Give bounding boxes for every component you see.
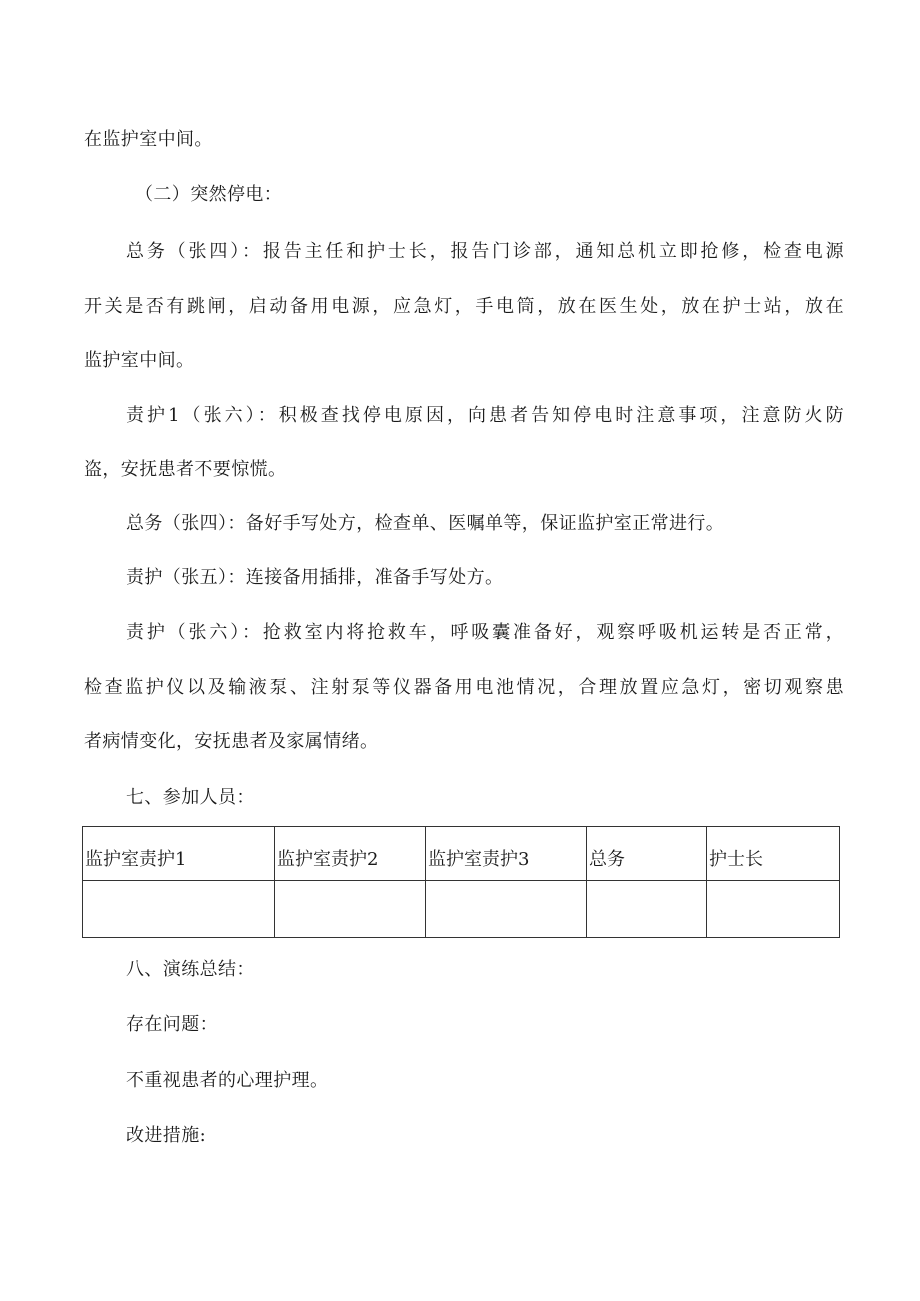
paragraph-nurse-zhangliu-line2: 检查监护仪以及输液泵、注射泵等仪器备用电池情况，合理放置应急灯，密切观察患 bbox=[84, 677, 844, 698]
paragraph-nurse1-line2: 盗，安抚患者不要惊慌。 bbox=[84, 459, 287, 480]
paragraph-general-affairs-line3: 监护室中间。 bbox=[84, 350, 195, 371]
table-row bbox=[83, 881, 840, 938]
section-heading-power-outage: （二）突然停电： bbox=[135, 184, 283, 205]
paragraph-nurse1-line1: 责护1（张六）：积极查找停电原因，向患者告知停电时注意事项，注意防火防 bbox=[126, 405, 844, 426]
table-header-cell: 护士长 bbox=[707, 827, 840, 881]
paragraph-continuation: 在监护室中间。 bbox=[84, 129, 213, 150]
subheading-problems: 存在问题： bbox=[126, 1014, 218, 1035]
section-heading-participants: 七、参加人员： bbox=[126, 787, 255, 808]
table-header-cell: 总务 bbox=[587, 827, 707, 881]
paragraph-nurse-zhangliu-line1: 责护（张六）：抢救室内将抢救车，呼吸囊准备好，观察呼吸机运转是否正常， bbox=[126, 622, 844, 643]
paragraph-nurse-zhangwu: 责护（张五）：连接备用插排，准备手写处方。 bbox=[126, 567, 504, 588]
paragraph-general-affairs-line1: 总务（张四）：报告主任和护士长，报告门诊部，通知总机立即抢修，检查电源 bbox=[126, 241, 844, 262]
subheading-improvements: 改进措施: bbox=[126, 1125, 207, 1146]
participants-table bbox=[82, 826, 840, 938]
table-header-cell: 监护室责护3 bbox=[426, 827, 587, 881]
table-header-row bbox=[83, 827, 840, 881]
table-cell bbox=[707, 881, 840, 938]
table-cell bbox=[83, 881, 275, 938]
section-heading-summary: 八、演练总结： bbox=[126, 959, 255, 980]
table-cell bbox=[275, 881, 426, 938]
paragraph-nurse-zhangliu-line3: 者病情变化，安抚患者及家属情绪。 bbox=[84, 731, 379, 752]
paragraph-general-affairs-2: 总务（张四）：备好手写处方，检查单、医嘱单等，保证监护室正常进行。 bbox=[126, 513, 725, 534]
table-cell bbox=[587, 881, 707, 938]
table-cell bbox=[426, 881, 587, 938]
paragraph-problem: 不重视患者的心理护理。 bbox=[126, 1070, 329, 1091]
table-header-cell: 监护室责护2 bbox=[275, 827, 426, 881]
table-header-cell: 监护室责护1 bbox=[83, 827, 275, 881]
paragraph-general-affairs-line2: 开关是否有跳闸，启动备用电源，应急灯，手电筒，放在医生处，放在护士站，放在 bbox=[84, 296, 844, 317]
